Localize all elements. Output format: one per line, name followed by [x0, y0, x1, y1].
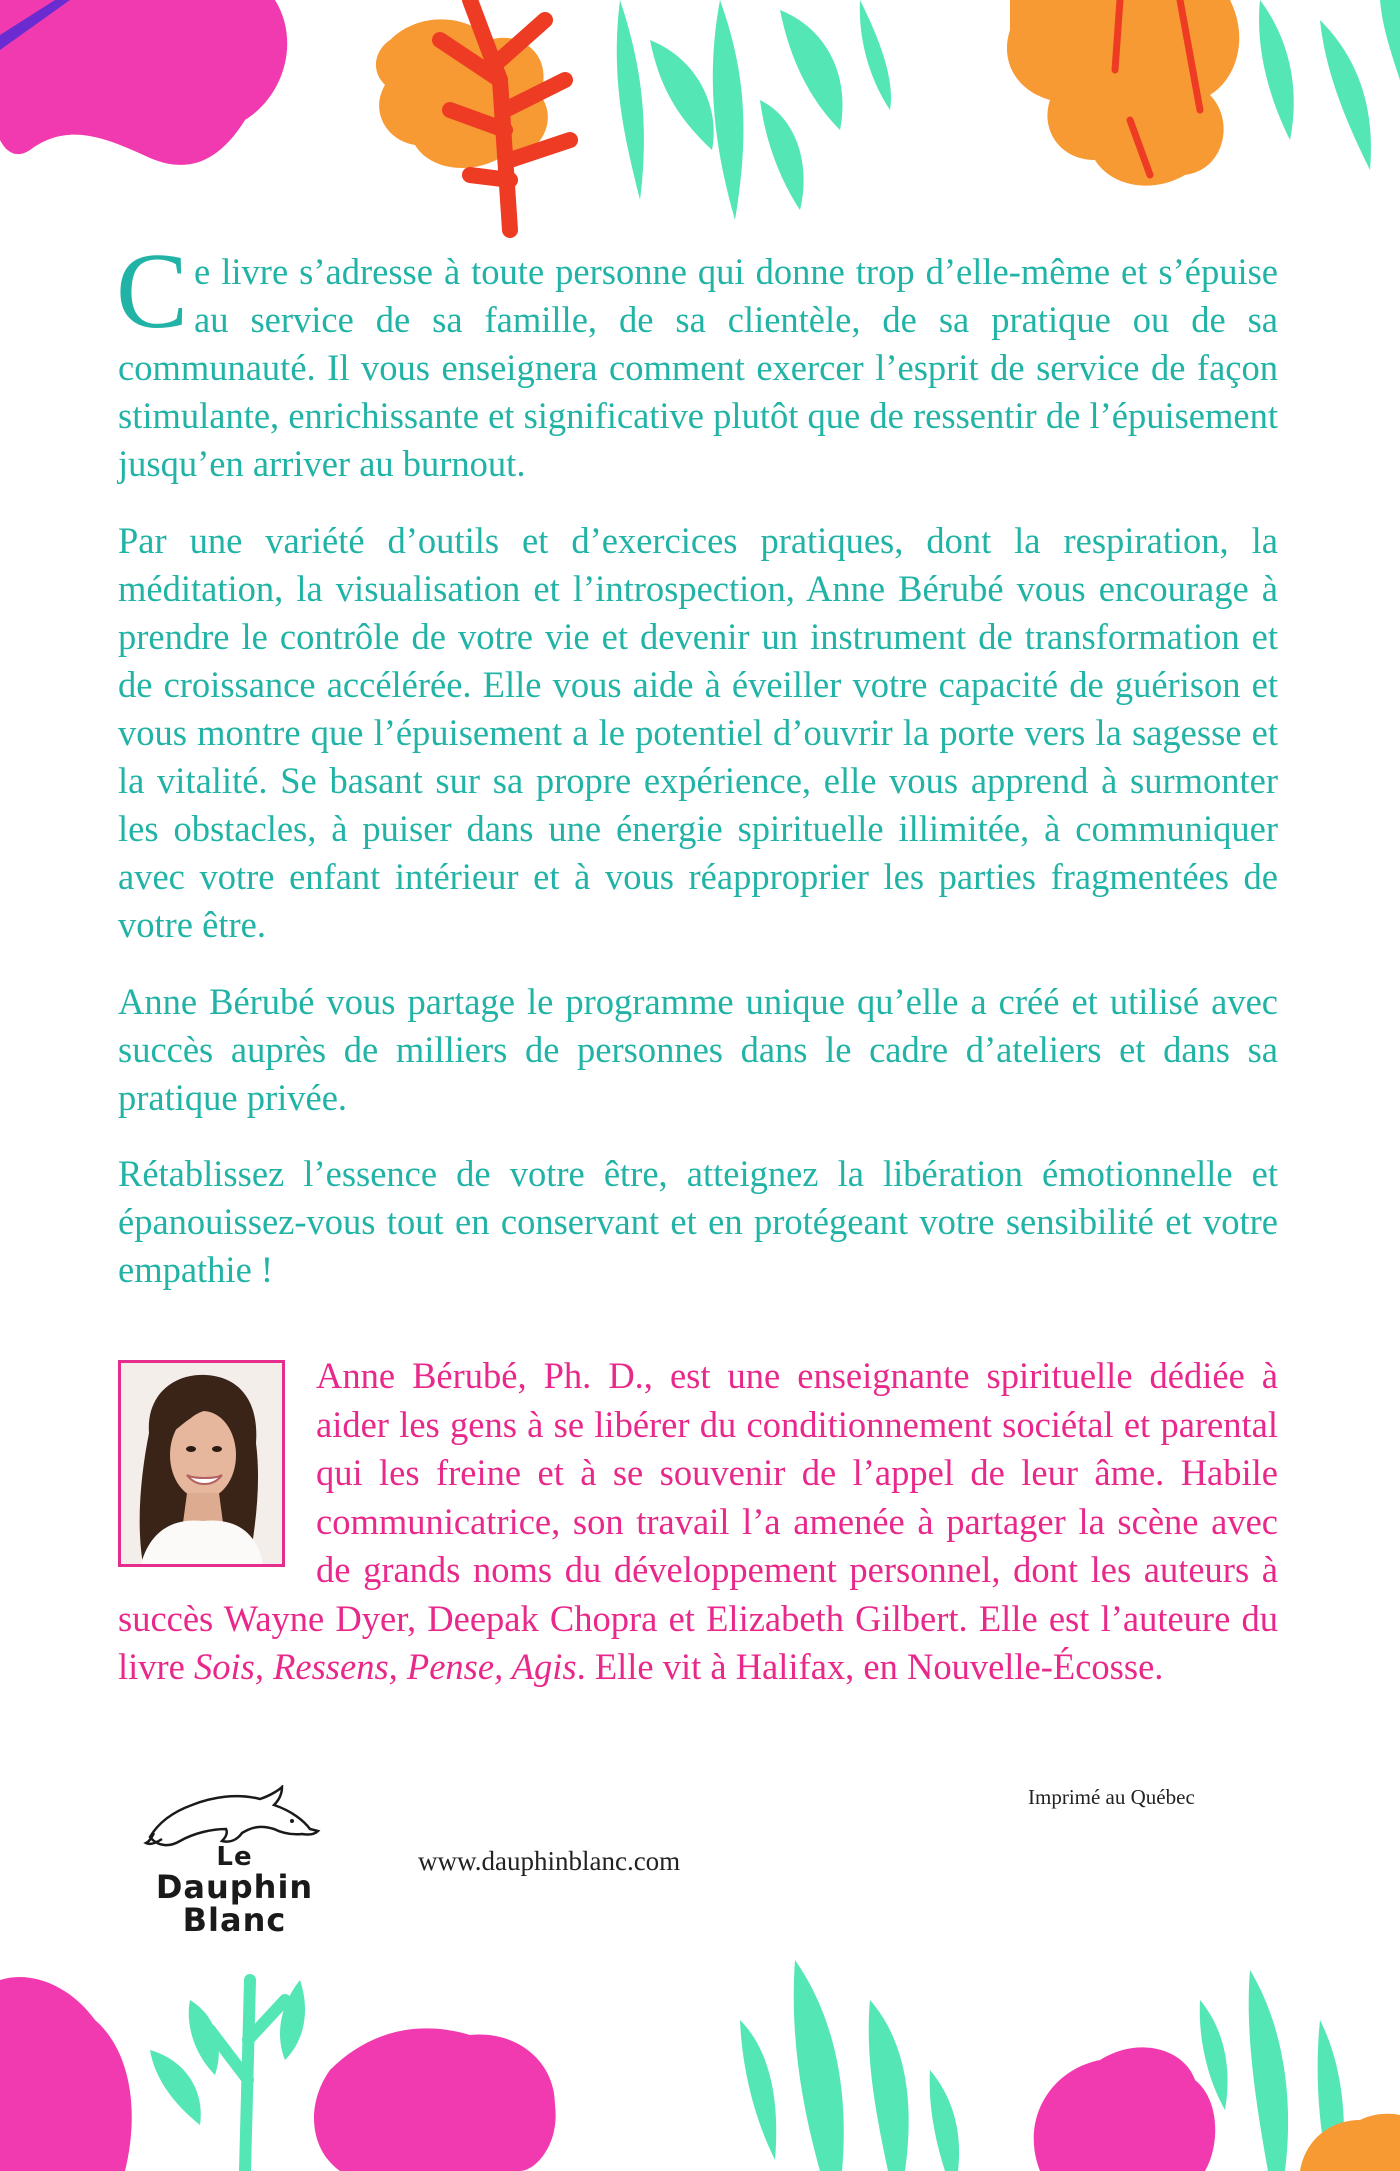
drop-cap-letter: C	[116, 232, 189, 351]
logo-word-dauphin: Dauphin	[155, 1868, 314, 1906]
bottom-floral-decoration	[0, 1960, 1400, 2171]
book-title: Sois, Ressens, Pense, Agis	[194, 1646, 577, 1687]
bio-text: Anne Bérubé, Ph. D., est une enseignante spirituelle dédiée à aider les gens à se libérer du conditionnement sociétal et parental qui les freine et à se souvenir de l’appel de leur âme. Habile communicatrice, son travail l’a amenée à partager la scène avec de grands noms du développement personnel, dont les auteurs à succès Wayne Dyer, Deepak Chopra et Elizabeth Gilbert. Elle est l’auteure du livre	[118, 1355, 1278, 1687]
publisher-logo	[142, 1785, 327, 1941]
closing-paragraph: Rétablissez l’essence de votre être, atteignez la libération émotionnelle et épanouissez-vous tout en conservant et en protégeant votre sensibilité et votre empathie !	[118, 1153, 1278, 1290]
top-floral-decoration	[0, 0, 1400, 240]
logo-word-blanc: Blanc	[182, 1901, 287, 1939]
intro-paragraph-text: e livre s’adresse à toute personne qui donne trop d’elle-même et s’épuise au service de sa famille, de sa clientèle, de sa pratique ou de sa communauté. Il vous enseignera comment exercer l’esprit de service de façon stimulante, enrichissante et significative plutôt que de ressentir de l’épuisement jusqu’en arriver au burnout.	[118, 251, 1278, 484]
program-paragraph: Anne Bérubé vous partage le programme unique qu’elle a créé et utilisé avec succès auprès de milliers de personnes dans le cadre d’ateliers et dans sa pratique privée.	[118, 981, 1278, 1118]
author-bio	[118, 1352, 1278, 1692]
printed-in-label: Imprimé au Québec	[1028, 1785, 1195, 1809]
bio-text-end: . Elle vit à Halifax, en Nouvelle-Écosse.	[576, 1646, 1164, 1687]
intro-paragraph	[116, 232, 1278, 488]
publisher-website: www.dauphinblanc.com	[418, 1846, 681, 1876]
tools-paragraph: Par une variété d’outils et d’exercices pratiques, dont la respiration, la méditation, la visualisation et l’introspection, Anne Bérubé vous encourage à prendre le contrôle de votre vie et devenir un instrument de transformation et de croissance accélérée. Elle vous aide à éveiller votre capacité de guérison et vous montre que l’épuisement a le potentiel d’ouvrir la porte vers la sagesse et la vitalité. Se basant sur sa propre expérience, elle vous apprend à surmonter les obstacles, à puiser dans une énergie spirituelle illimitée, à communiquer avec votre enfant intérieur et à vous réapproprier les parties fragmentées de votre être.	[118, 520, 1278, 945]
logo-word-le: Le	[216, 1842, 253, 1872]
